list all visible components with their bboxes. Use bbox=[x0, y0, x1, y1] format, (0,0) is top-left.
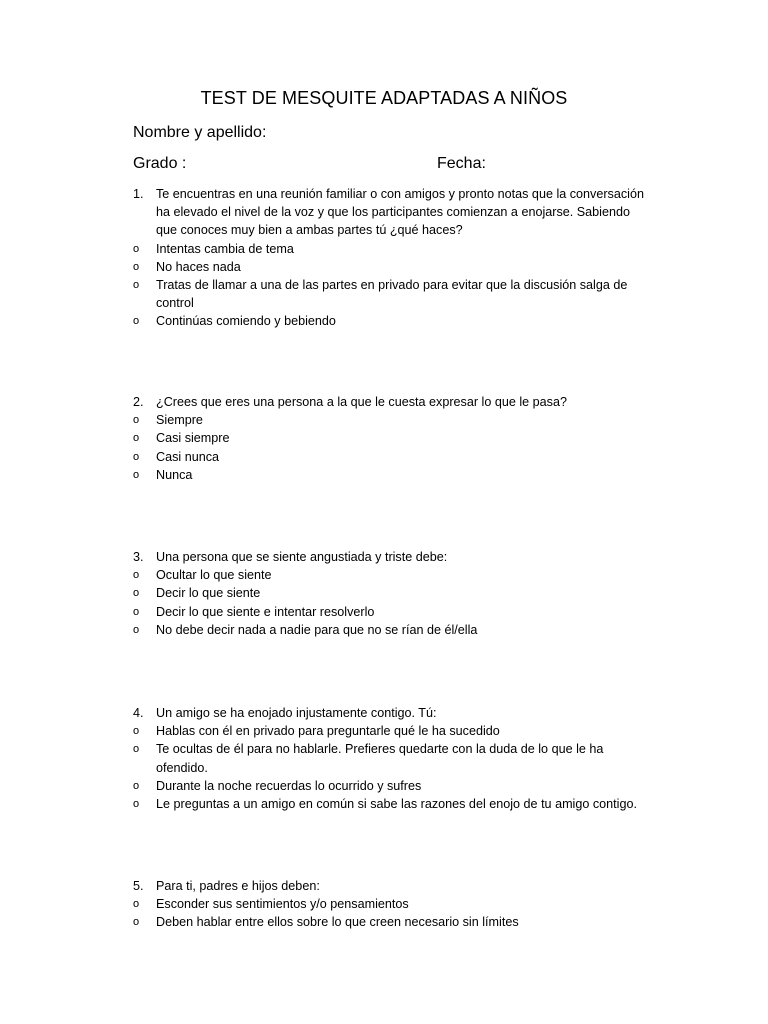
bullet-icon: o bbox=[133, 468, 140, 481]
bullet-icon: o bbox=[133, 315, 140, 328]
date-field-label: Fecha: bbox=[437, 155, 486, 172]
option-text: Ocultar lo que siente bbox=[156, 568, 272, 583]
option-item bbox=[0, 258, 768, 276]
option-item bbox=[0, 621, 768, 639]
option-item bbox=[0, 603, 768, 621]
option-text: Te ocultas de él para no hablarle. Prefieres quedarte con la duda de lo que le ha ofendido. bbox=[156, 742, 604, 775]
option-text: Hablas con él en privado para preguntarle qué le ha sucedido bbox=[156, 724, 500, 739]
question-stem bbox=[0, 877, 768, 895]
bullet-icon: o bbox=[133, 450, 140, 463]
question-stem bbox=[0, 704, 768, 722]
option-item bbox=[0, 312, 768, 330]
question-stem bbox=[0, 393, 768, 411]
option-text: Casi siempre bbox=[156, 431, 230, 446]
option-item bbox=[0, 740, 768, 776]
bullet-icon: o bbox=[133, 587, 140, 600]
bullet-icon: o bbox=[133, 605, 140, 618]
option-item bbox=[0, 722, 768, 740]
bullet-icon: o bbox=[133, 260, 140, 273]
bullet-icon: o bbox=[133, 414, 140, 427]
bullet-icon: o bbox=[133, 743, 140, 756]
option-item bbox=[0, 584, 768, 602]
question-2 bbox=[0, 393, 768, 484]
page-title: TEST DE MESQUITE ADAPTADAS A NIÑOS bbox=[200, 88, 568, 108]
option-text: Continúas comiendo y bebiendo bbox=[156, 314, 336, 329]
bullet-icon: o bbox=[133, 432, 140, 445]
question-text: Para ti, padres e hijos deben: bbox=[156, 879, 320, 893]
option-text: Nunca bbox=[156, 467, 193, 482]
name-field-label: Nombre y apellido: bbox=[133, 124, 267, 141]
option-item bbox=[0, 795, 768, 813]
option-item bbox=[0, 276, 768, 312]
option-text: Decir lo que siente e intentar resolverlo bbox=[156, 604, 375, 619]
question-text: ¿Crees que eres una persona a la que le cuesta expresar lo que le pasa? bbox=[156, 395, 567, 409]
option-text: No haces nada bbox=[156, 259, 241, 274]
grade-field-label: Grado : bbox=[133, 155, 187, 172]
bullet-icon: o bbox=[133, 898, 140, 911]
option-item bbox=[0, 913, 768, 931]
question-number: 2. bbox=[133, 395, 144, 409]
bullet-icon: o bbox=[133, 279, 140, 292]
question-number: 1. bbox=[133, 187, 144, 201]
option-text: Durante la noche recuerdas lo ocurrido y sufres bbox=[156, 778, 422, 793]
bullet-icon: o bbox=[133, 798, 140, 811]
option-item bbox=[0, 895, 768, 913]
bullet-icon: o bbox=[133, 569, 140, 582]
bullet-icon: o bbox=[133, 242, 140, 255]
option-text: Le preguntas a un amigo en común si sabe las razones del enojo de tu amigo contigo. bbox=[156, 797, 637, 812]
bullet-icon: o bbox=[133, 779, 140, 792]
question-5 bbox=[0, 877, 768, 932]
question-number: 5. bbox=[133, 879, 144, 893]
option-item bbox=[0, 448, 768, 466]
option-item bbox=[0, 411, 768, 429]
question-text: Una persona que se siente angustiada y triste debe: bbox=[156, 550, 448, 564]
option-item bbox=[0, 466, 768, 484]
question-number: 3. bbox=[133, 550, 144, 564]
option-text: Intentas cambia de tema bbox=[156, 241, 294, 256]
question-4 bbox=[0, 704, 768, 813]
question-1 bbox=[0, 185, 768, 331]
question-stem bbox=[0, 548, 768, 566]
question-text: Te encuentras en una reunión familiar o con amigos y pronto notas que la conversación ha elevado el nivel de la voz y que los participantes comienzan a enojarse. Sabiendo que conoces muy bien a ambas partes tú ¿qué haces? bbox=[156, 187, 644, 238]
option-item bbox=[0, 240, 768, 258]
option-text: Decir lo que siente bbox=[156, 586, 261, 601]
question-stem bbox=[0, 185, 768, 240]
option-text: Casi nunca bbox=[156, 449, 220, 464]
question-3 bbox=[0, 548, 768, 639]
option-text: Deben hablar entre ellos sobre lo que creen necesario sin límites bbox=[156, 915, 519, 930]
option-text: No debe decir nada a nadie para que no se rían de él/ella bbox=[156, 622, 478, 637]
question-text: Un amigo se ha enojado injustamente contigo. Tú: bbox=[156, 706, 437, 720]
question-number: 4. bbox=[133, 706, 144, 720]
bullet-icon: o bbox=[133, 725, 140, 738]
option-text: Esconder sus sentimientos y/o pensamientos bbox=[156, 897, 409, 912]
bullet-icon: o bbox=[133, 623, 140, 636]
option-text: Tratas de llamar a una de las partes en privado para evitar que la discusión salga de control bbox=[156, 278, 628, 311]
option-item bbox=[0, 777, 768, 795]
bullet-icon: o bbox=[133, 916, 140, 929]
option-item bbox=[0, 566, 768, 584]
option-text: Siempre bbox=[156, 413, 203, 428]
option-item bbox=[0, 429, 768, 447]
